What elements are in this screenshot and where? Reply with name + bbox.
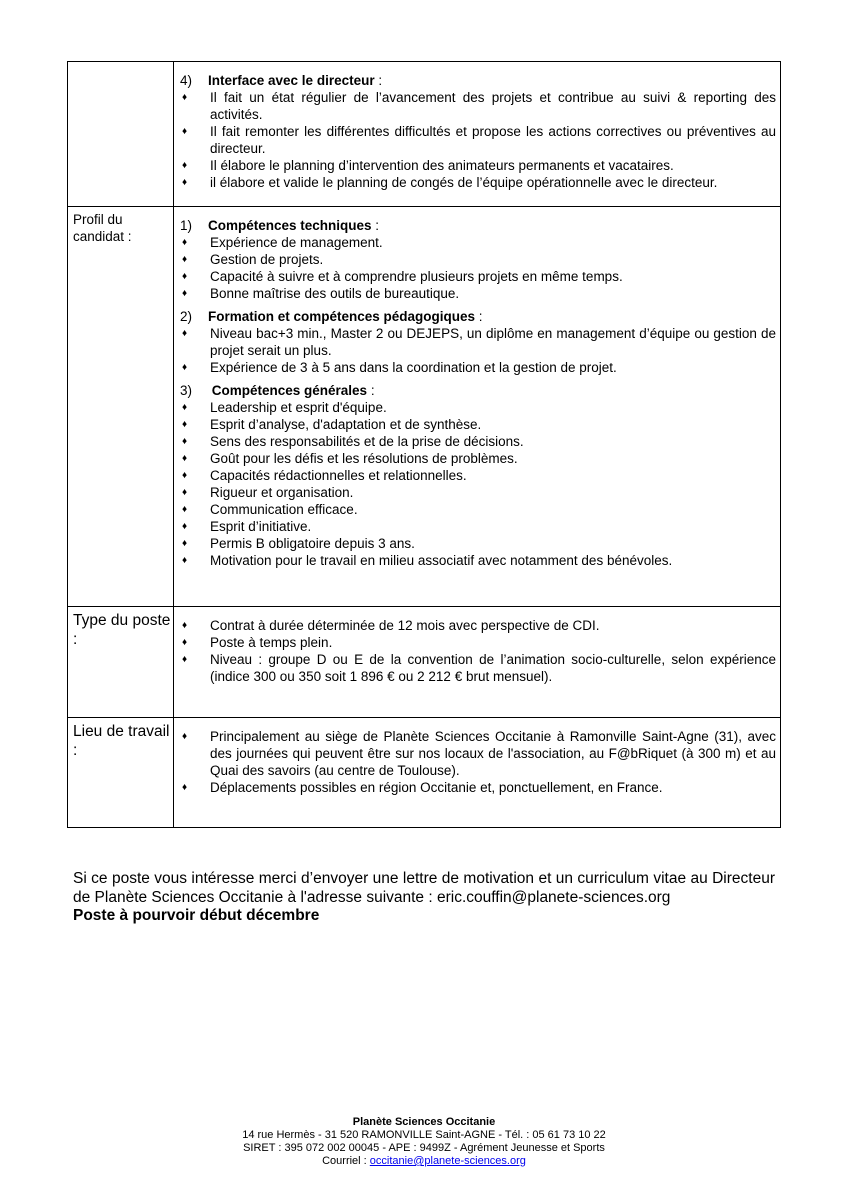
section-title-suffix: : [475,309,483,324]
list-item-text: Sens des responsabilités et de la prise de décisions. [210,434,524,449]
table-row-director-interface [68,62,781,207]
section-title: Formation et compétences pédagogiques [208,309,476,324]
content-section [178,217,776,302]
list-item-text: Rigueur et organisation. [210,485,354,500]
list-item-text: Niveau : groupe D ou E de la convention de l’animation socio-culturelle, selon expérience (indice 300 ou 350 soit 1 896 € ou 2 212 € brut mensuel). [210,652,776,684]
list-item [178,285,776,302]
row-label-cell [68,207,174,607]
table-row-workplace [68,718,781,828]
list-item-text: Capacités rédactionnelles et relationnelles. [210,468,467,483]
row-content-cell [174,207,781,607]
list-item-text: Capacité à suivre et à comprendre plusieurs projets en même temps. [210,269,623,284]
diamond-bullet-icon: ♦ [182,436,188,447]
diamond-bullet-icon: ♦ [182,538,188,549]
organization-footer [0,1116,848,1168]
list-item [178,251,776,268]
org-contact [0,1155,848,1168]
list-item-text: Communication efficace. [210,502,358,517]
list-item-text: Gestion de projets. [210,252,324,267]
application-instructions [73,870,775,926]
content-section [178,308,776,376]
list-item [178,501,776,518]
list-item [178,518,776,535]
diamond-bullet-icon: ♦ [182,402,188,413]
row-label [68,62,173,66]
list-item [178,157,776,174]
diamond-bullet-icon: ♦ [182,731,188,742]
diamond-bullet-icon: ♦ [182,419,188,430]
list-item [178,484,776,501]
section-number: 3) [180,383,193,398]
diamond-bullet-icon: ♦ [182,504,188,515]
list-item [178,174,776,191]
list-item-text: Il fait un état régulier de l’avancement des projets et contribue au suivi & reporting des activités. [210,90,776,122]
row-label: Profil du candidat : [73,212,132,244]
list-item-text: Principalement au siège de Planète Sciences Occitanie à Ramonville Saint-Agne (31), avec des journées qui peuvent être sur nos locaux de l'association, au F@bRiquet (à 300 m) et au Quai des savoirs (au centre de Toulouse). [210,729,776,778]
list-item [178,450,776,467]
table-row-candidate-profile [68,207,781,607]
section-heading [178,217,776,234]
list-item-text: Esprit d’initiative. [210,519,312,534]
row-label-cell [68,718,174,828]
content-section [178,382,776,569]
list-item [178,359,776,376]
diamond-bullet-icon: ♦ [182,470,188,481]
list-item-text: Motivation pour le travail en milieu associatif avec notamment des bénévoles. [210,553,673,568]
diamond-bullet-icon: ♦ [182,521,188,532]
diamond-bullet-icon: ♦ [182,328,188,339]
list-item-text: Permis B obligatoire depuis 3 ans. [210,536,415,551]
diamond-bullet-icon: ♦ [182,254,188,265]
content-section [178,617,776,685]
job-description-table [67,61,781,828]
section-number: 1) [180,218,193,233]
list-item [178,779,776,796]
list-item [178,325,776,359]
list-item-text: Expérience de 3 à 5 ans dans la coordination et la gestion de projet. [210,360,617,375]
content-section [178,728,776,796]
diamond-bullet-icon: ♦ [182,453,188,464]
section-number: 2) [180,309,193,324]
diamond-bullet-icon: ♦ [182,177,188,188]
row-label: Lieu de travail : [73,723,170,759]
diamond-bullet-icon: ♦ [182,271,188,282]
org-siret: SIRET : 395 072 002 00045 - APE : 9499Z - Agrément Jeunesse et Sports [243,1142,605,1154]
list-item [178,399,776,416]
list-item [178,651,776,685]
diamond-bullet-icon: ♦ [182,92,188,103]
list-item-text: Il fait remonter les différentes difficultés et propose les actions correctives ou préventives au directeur. [210,124,776,156]
diamond-bullet-icon: ♦ [182,362,188,373]
list-item-text: Il élabore le planning d’intervention des animateurs permanents et vacataires. [210,158,674,173]
section-heading [178,72,776,89]
list-item-text: Contrat à durée déterminée de 12 mois avec perspective de CDI. [210,618,600,633]
list-item-text: Poste à temps plein. [210,635,333,650]
list-item [178,617,776,634]
row-content-cell [174,718,781,828]
list-item-text: Goût pour les défis et les résolutions de problèmes. [210,451,518,466]
section-title-suffix: : [374,73,383,88]
list-item [178,552,776,569]
list-item [178,634,776,651]
diamond-bullet-icon: ♦ [182,782,188,793]
diamond-bullet-icon: ♦ [182,160,188,171]
list-item-text: Niveau bac+3 min., Master 2 ou DEJEPS, un diplôme en management d’équipe ou gestion de projet serait un plus. [210,326,776,358]
row-label: Type du poste : [73,612,171,648]
apply-text: Si ce poste vous intéresse merci d’envoyer une lettre de motivation et un curriculum vitae au Directeur de Planète Sciences Occitanie à l'adresse suivante : eric.couffin@planete-sciences.org [73,870,775,906]
diamond-bullet-icon: ♦ [182,555,188,566]
section-heading [178,382,776,399]
list-item [178,123,776,157]
row-content-cell [174,607,781,718]
list-item-text: Expérience de management. [210,235,383,250]
diamond-bullet-icon: ♦ [182,654,188,665]
section-title: Interface avec le directeur [208,73,375,88]
section-number: 4) [180,73,193,88]
list-item [178,535,776,552]
list-item-text: Leadership et esprit d'équipe. [210,400,387,415]
list-item-text: Déplacements possibles en région Occitanie et, ponctuellement, en France. [210,780,663,795]
section-title: Compétences techniques [208,218,372,233]
content-section [178,72,776,191]
list-item [178,467,776,484]
row-label-cell [68,607,174,718]
diamond-bullet-icon: ♦ [182,637,188,648]
diamond-bullet-icon: ♦ [182,620,188,631]
list-item [178,728,776,779]
org-address: 14 rue Hermès - 31 520 RAMONVILLE Saint-AGNE - Tél. : 05 61 73 10 22 [242,1129,606,1141]
diamond-bullet-icon: ♦ [182,487,188,498]
diamond-bullet-icon: ♦ [182,237,188,248]
email-link[interactable]: occitanie@planete-sciences.org [369,1155,526,1167]
section-title: Compétences générales [208,383,368,398]
table-row-job-type [68,607,781,718]
section-title-suffix: : [371,218,380,233]
list-item [178,234,776,251]
section-heading [178,308,776,325]
list-item [178,268,776,285]
list-item-text: il élabore et valide le planning de congés de l’équipe opérationnelle avec le directeur. [210,175,718,190]
list-item [178,416,776,433]
diamond-bullet-icon: ♦ [182,126,188,137]
list-item-text: Esprit d’analyse, d'adaptation et de synthèse. [210,417,482,432]
list-item-text: Bonne maîtrise des outils de bureautique. [210,286,460,301]
section-title-suffix: : [367,383,375,398]
row-content-cell [174,62,781,207]
list-item [178,433,776,450]
list-item [178,89,776,123]
diamond-bullet-icon: ♦ [182,288,188,299]
row-label-cell [68,62,174,207]
start-date: Poste à pourvoir début décembre [73,907,320,924]
email-label: Courriel : [322,1155,370,1167]
org-name: Planète Sciences Occitanie [352,1116,496,1128]
